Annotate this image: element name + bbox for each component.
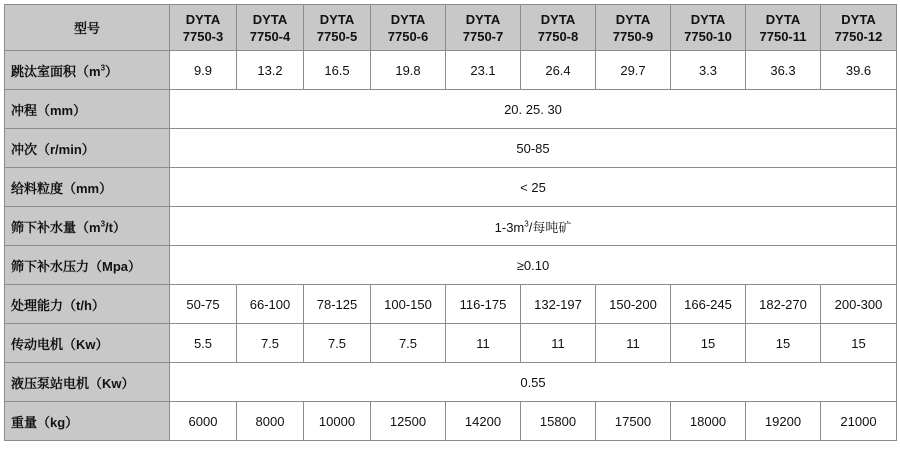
row-label-motor: 传动电机（Kw） [5, 324, 170, 363]
merged-cell: 20. 25. 30 [170, 90, 897, 129]
table-cell: 10000 [304, 402, 371, 441]
model-header: DYTA 7750-9 [596, 5, 671, 51]
row-label-under-water: 筛下补水量$(m^3/t)$ [5, 207, 170, 246]
table-cell: 19.8 [371, 51, 446, 90]
model-header: DYTA 7750-4 [237, 5, 304, 51]
table-cell: 17500 [596, 402, 671, 441]
table-cell: 11 [521, 324, 596, 363]
model-header: DYTA 7750-10 [671, 5, 746, 51]
row-label-feed-size: 给料粒度（mm） [5, 168, 170, 207]
header-row [5, 5, 897, 51]
table-cell: 15 [821, 324, 897, 363]
table-cell: 66-100 [237, 285, 304, 324]
table-cell: 15800 [521, 402, 596, 441]
model-header: DYTA 7750-11 [746, 5, 821, 51]
table-cell: 29.7 [596, 51, 671, 90]
table-cell: 16.5 [304, 51, 371, 90]
table-cell: 36.3 [746, 51, 821, 90]
table-cell: 21000 [821, 402, 897, 441]
model-header: DYTA 7750-3 [170, 5, 237, 51]
table-cell: 50-75 [170, 285, 237, 324]
table-cell: 12500 [371, 402, 446, 441]
table-cell: 23.1 [446, 51, 521, 90]
spec-table [4, 4, 897, 441]
model-header: DYTA 7750-12 [821, 5, 897, 51]
row-label-jig-area: 跳汰室面积$(m^3)$ [5, 51, 170, 90]
row-motor [5, 324, 897, 363]
table-cell: 100-150 [371, 285, 446, 324]
table-cell: 116-175 [446, 285, 521, 324]
merged-cell: 50-85 [170, 129, 897, 168]
table-cell: 9.9 [170, 51, 237, 90]
model-header: DYTA 7750-8 [521, 5, 596, 51]
table-cell: 182-270 [746, 285, 821, 324]
table-cell: 15 [671, 324, 746, 363]
merged-cell: 0.55 [170, 363, 897, 402]
table-cell: 19200 [746, 402, 821, 441]
row-under-water [5, 207, 897, 246]
merged-cell: $1-3m^3/$每吨矿 [170, 207, 897, 246]
table-cell: 11 [596, 324, 671, 363]
row-under-pressure [5, 246, 897, 285]
row-stroke [5, 90, 897, 129]
table-cell: 7.5 [237, 324, 304, 363]
table-cell: 26.4 [521, 51, 596, 90]
table-cell: 150-200 [596, 285, 671, 324]
model-corner-label: 型号 [5, 5, 170, 51]
table-cell: 7.5 [304, 324, 371, 363]
table-cell: 3.3 [671, 51, 746, 90]
row-weight [5, 402, 897, 441]
table-cell: 14200 [446, 402, 521, 441]
table-cell: 13.2 [237, 51, 304, 90]
table-cell: 78-125 [304, 285, 371, 324]
table-cell: 39.6 [821, 51, 897, 90]
merged-cell: < 25 [170, 168, 897, 207]
row-label-stroke-rate: 冲次（r/min） [5, 129, 170, 168]
table-cell: 11 [446, 324, 521, 363]
table-cell: 200-300 [821, 285, 897, 324]
model-header: DYTA 7750-7 [446, 5, 521, 51]
table-cell: 8000 [237, 402, 304, 441]
table-cell: 166-245 [671, 285, 746, 324]
merged-cell: ≥0.10 [170, 246, 897, 285]
model-header: DYTA 7750-6 [371, 5, 446, 51]
row-stroke-rate [5, 129, 897, 168]
table-cell: 6000 [170, 402, 237, 441]
row-label-weight: 重量（kg） [5, 402, 170, 441]
row-label-under-pressure: 筛下补水压力（Mpa） [5, 246, 170, 285]
model-header: DYTA 7750-5 [304, 5, 371, 51]
row-label-capacity: 处理能力（t/h） [5, 285, 170, 324]
row-pump-motor [5, 363, 897, 402]
table-cell: 132-197 [521, 285, 596, 324]
row-feed-size [5, 168, 897, 207]
row-label-pump-motor: 液压泵站电机（Kw） [5, 363, 170, 402]
table-cell: 18000 [671, 402, 746, 441]
row-label-stroke: 冲程（mm） [5, 90, 170, 129]
row-capacity [5, 285, 897, 324]
table-cell: 5.5 [170, 324, 237, 363]
row-jig-area [5, 51, 897, 90]
table-cell: 15 [746, 324, 821, 363]
table-cell: 7.5 [371, 324, 446, 363]
